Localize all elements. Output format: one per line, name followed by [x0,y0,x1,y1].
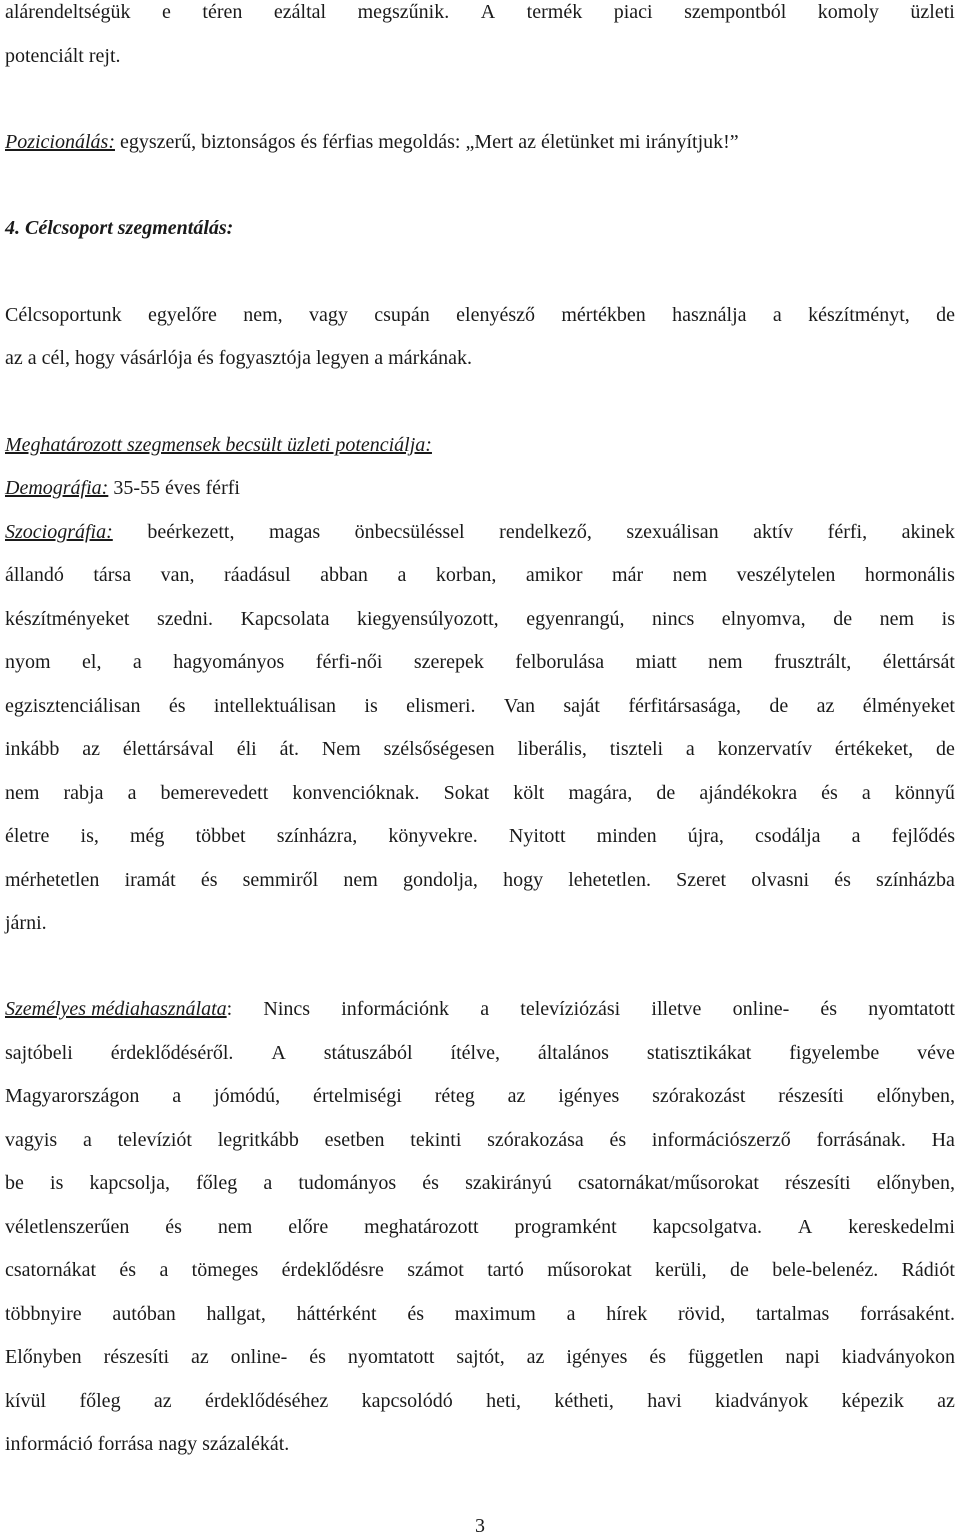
word: tudományos [298,1172,397,1194]
word: inkább [5,738,60,760]
word: beérkezett, [147,521,235,543]
demography-label: Demográfia: [5,477,109,499]
word: csodálja [755,825,821,847]
segments-heading: Meghatározott szegmensek becsült üzleti potenciálja: [5,434,432,456]
word: igényes [566,1346,628,1368]
word: véve [917,1042,955,1064]
word: hagyományos [173,651,285,673]
sociography-label: Szociográfia: [5,521,113,543]
word: el, [82,651,102,673]
word: olvasni [751,869,810,891]
word: részesíti [103,1346,170,1368]
word: szélsőségesen [383,738,495,760]
word: nem [343,869,378,891]
word: televíziót [117,1129,192,1151]
word: szakirányú [465,1172,552,1194]
word: nem [217,1216,253,1238]
word: online- [732,998,790,1020]
word: ezáltal [273,1,327,23]
word: státuszából [323,1042,413,1064]
word: nem [672,564,708,586]
word: is [50,1172,64,1194]
word: rabja [63,782,104,804]
word: forrásaként. [860,1303,955,1325]
word: a [132,651,142,673]
word: nincs [652,608,695,630]
page-number: 3 [475,1515,485,1537]
word: információszerző [651,1129,791,1151]
word: és [609,1129,627,1151]
word: érdeklődésre [281,1259,384,1281]
word: a [480,998,490,1020]
word: háttérként [296,1303,377,1325]
word: a [127,782,137,804]
word: az [153,1390,172,1412]
text-line: járni. [5,912,47,934]
word: meghatározott [364,1216,479,1238]
word: A [797,1216,813,1238]
word: gondolja, [402,869,478,891]
word: rendelkező, [499,521,592,543]
word: többet [195,825,246,847]
word: a [851,825,861,847]
word: Sokat [443,782,490,804]
word: készítményeket [5,608,130,630]
text-line [5,0,955,24]
word: piaci [613,1,653,23]
word: tömeges [191,1259,259,1281]
word: főleg [196,1172,238,1194]
word: a [861,782,871,804]
word: Nem [321,738,361,760]
word: de [656,782,676,804]
word: a [397,564,407,586]
word: a [263,1172,273,1194]
word: tiszteli [609,738,664,760]
section-heading: 4. Célcsoport szegmentálás: [5,217,234,239]
word: konzervatív [717,738,813,760]
word: Magyarországon [5,1085,140,1107]
word: egzisztenciálisan [5,695,141,717]
word: az [526,1346,545,1368]
word: bele-belenéz. [772,1259,879,1281]
word: elismeri. [406,695,476,717]
text-line: potenciált rejt. [5,45,121,67]
word: jómódú, [214,1085,281,1107]
word: is [941,608,955,630]
text-line [5,1345,955,1369]
media-usage-line [5,997,955,1021]
word: napi [785,1346,820,1368]
word: termék [526,1,583,23]
word: iramát [124,869,176,891]
word: előnyben, [876,1085,955,1107]
word: tekinti [410,1129,462,1151]
word: de [729,1259,749,1281]
word: televíziózási [520,998,621,1020]
word: egyenrangú, [526,608,625,630]
word: kapcsolja, [89,1172,171,1194]
word: lehetetlen. [568,869,651,891]
word: magas [269,521,321,543]
word: semmiről [242,869,319,891]
word: előnyben, [876,1172,955,1194]
word: szexuálisan [626,521,719,543]
word: a [159,1259,169,1281]
text-line [5,1258,955,1282]
word: független [687,1346,764,1368]
positioning-label: Pozicionálás: [5,131,115,153]
word: kereskedelmi [848,1216,955,1238]
word: online- [230,1346,288,1368]
word: élményeket [862,695,955,717]
word: amikor [525,564,583,586]
word: az [507,1085,526,1107]
text-line [5,824,955,848]
word: üzleti [910,1,955,23]
word: sajtót, [456,1346,505,1368]
media-label-group [5,997,232,1021]
word: és [168,695,186,717]
word: és [820,998,838,1020]
word: a [685,738,695,760]
word: elnyomva, [721,608,806,630]
word: az [816,695,835,717]
word: Kapcsolata [240,608,330,630]
word: nem [879,608,915,630]
word: felborulása [515,651,605,673]
word: autóban [112,1303,176,1325]
word: élettársát [882,651,955,673]
text-line [5,1215,955,1239]
word: számot [407,1259,464,1281]
word: A [480,1,496,23]
word: rövid, [678,1303,726,1325]
positioning-line [5,130,955,154]
word: havi [647,1390,682,1412]
word: tartalmas [755,1303,830,1325]
word: információnk [341,998,449,1020]
word: a [172,1085,182,1107]
word: színházba [876,869,955,891]
word: és [821,782,838,804]
word: az [82,738,101,760]
text-line [5,650,955,674]
word: mérhetetlen [5,869,100,891]
word: részesíti [778,1085,844,1107]
word: is [364,695,378,717]
word: nem [708,651,743,673]
word: nyom [5,651,51,673]
demography-text: 35-55 éves férfi [108,477,240,499]
text-line: az a cél, hogy vásárlója és fogyasztója legyen a márkának. [5,347,473,369]
word: már [612,564,644,586]
word: konvencióknak. [292,782,420,804]
word: statisztikákat [646,1042,752,1064]
word: és [200,869,218,891]
word: téren [202,1,243,23]
word: abban [320,564,368,586]
word: kapcsolódó [361,1390,453,1412]
word: vagyis [5,1129,58,1151]
word: hormonális [864,564,955,586]
word: még [130,825,165,847]
word: kerüli, [654,1259,707,1281]
text-line [5,1084,955,1108]
word: Ha [931,1129,955,1151]
word: kapcsolgatva. [652,1216,762,1238]
word: érdeklődéséhez [205,1390,329,1412]
word: be [5,1172,24,1194]
word: férfi, [827,521,868,543]
word: tartó [487,1259,524,1281]
word: kétheti, [554,1390,614,1412]
word: réteg [434,1085,475,1107]
media-usage-label: Személyes médiahasználata [5,998,227,1020]
word: hallgat, [206,1303,266,1325]
word: akinek [901,521,955,543]
word: és [119,1259,137,1281]
word: és [422,1172,439,1194]
text-line [5,1171,955,1195]
word: át. [279,738,300,760]
word: könyvekre. [388,825,478,847]
word: miatt [635,651,677,673]
word: maximum [454,1303,536,1325]
word: értékeket, [834,738,914,760]
word: költ [513,782,545,804]
word: szerepek [413,651,484,673]
word: önbecsüléssel [354,521,465,543]
colon: : [226,998,233,1020]
word: életre [5,825,50,847]
word: szórakozást [652,1085,746,1107]
word: Előnyben [5,1346,82,1368]
word: előre [288,1216,329,1238]
text-line [5,868,955,892]
word: is, [80,825,99,847]
word: megszűnik. [357,1,450,23]
word: Szeret [676,869,727,891]
text-line [5,563,955,587]
demography-line [5,476,955,500]
word: liberális, [517,738,587,760]
word: esetben [324,1129,385,1151]
word: könnyű [894,782,955,804]
word: Van [503,695,535,717]
word: bemerevedett [160,782,269,804]
word: veszélytelen [736,564,836,586]
word: nyomtatott [347,1346,435,1368]
word: van, [160,564,195,586]
word: és [165,1216,182,1238]
word: igényes [558,1085,620,1107]
word: programként [514,1216,617,1238]
word: alárendeltségük [5,1,131,23]
word: többnyire [5,1303,82,1325]
word: szórakozása [487,1129,584,1151]
word: kiadványokon [841,1346,955,1368]
text-line [5,1041,955,1065]
word: e [162,1,171,23]
word: általános [537,1042,609,1064]
word: értelmiségi [313,1085,402,1107]
word: korban, [435,564,497,586]
word: éli [236,738,257,760]
word: képezik [841,1390,904,1412]
positioning-text: egyszerű, biztonságos és férfias megoldás: „Mert az életünket mi irányítjuk!” [115,131,739,153]
word: kiadványok [714,1390,809,1412]
word: saját [563,695,600,717]
word: hogy [503,869,544,891]
word: a [82,1129,92,1151]
word: műsorokat [547,1259,632,1281]
word: Nyitott [508,825,566,847]
word: az [937,1390,955,1412]
text-line [5,607,955,631]
word: részesíti [785,1172,851,1194]
word: kívül [5,1390,47,1412]
word: szedni. [156,608,214,630]
word: ráadásul [224,564,291,586]
word: A [271,1042,286,1064]
word: legritkább [217,1129,299,1151]
word: újra, [687,825,724,847]
word: fejlődés [891,825,955,847]
word: Rádiót [901,1259,955,1281]
word: de [769,695,789,717]
word: és [407,1303,424,1325]
word: magára, [568,782,633,804]
text-line [5,1302,955,1326]
word: sajtóbeli [5,1042,73,1064]
sociography-line [5,520,955,544]
word: a [566,1303,576,1325]
text-line [5,303,955,327]
word: de [935,738,955,760]
text-line [5,737,955,761]
word: aktív [753,521,794,543]
word: érdeklődéséről. [110,1042,234,1064]
word: Nincs [263,998,311,1020]
text-line: információ forrása nagy százalékát. [5,1433,290,1455]
word: csatornákat [5,1259,97,1281]
word: az [191,1346,209,1368]
word: ajándékokra [699,782,798,804]
word: heti, [486,1390,522,1412]
text-line [5,694,955,718]
word: nyomtatott [868,998,955,1020]
word: hírek [606,1303,648,1325]
word: nem [5,782,40,804]
word: színházra, [276,825,358,847]
word: és [309,1346,326,1368]
word: főleg [79,1390,121,1412]
word: frusztrált, [774,651,852,673]
word: társa [93,564,132,586]
word: és [649,1346,666,1368]
word: kiegyensúlyozott, [357,608,499,630]
text-line [5,1128,955,1152]
word: minden [596,825,657,847]
word: és [834,869,851,891]
word: véletlenszerűen [5,1216,130,1238]
word: forrásának. [816,1129,906,1151]
word: figyelembe [789,1042,880,1064]
word: komoly [817,1,879,23]
word: élettársával [122,738,214,760]
word: férfitársasága, [628,695,742,717]
word: szempontból [684,1,787,23]
word: férfi-női [315,651,383,673]
text-line [5,781,955,805]
word: de [833,608,853,630]
word: csatornákat/műsorokat [577,1172,759,1194]
word: ítélve, [450,1042,500,1064]
text-span: Célcsoportunk egyelőre nem, vagy csupán elenyésző mértékben használja a készítményt, de [5,304,955,326]
word: illetve [651,998,702,1020]
word: intellektuálisan [213,695,337,717]
text-line [5,1389,955,1413]
word: állandó [5,564,64,586]
